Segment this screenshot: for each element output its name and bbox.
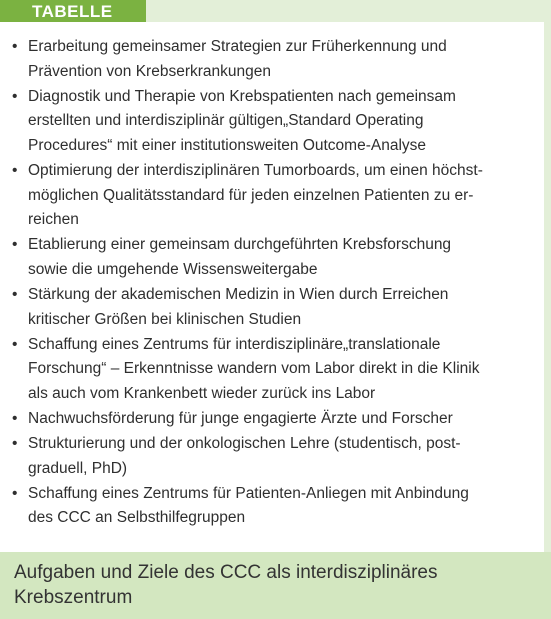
bullet-icon: • bbox=[12, 161, 18, 179]
list-item-line: kritischer Größen bei klinischen Studien bbox=[28, 310, 302, 328]
right-border bbox=[546, 22, 551, 552]
list-item-line: reichen bbox=[28, 211, 79, 229]
list-item bbox=[10, 432, 525, 481]
list-item bbox=[10, 85, 525, 159]
list-item-line: als auch vom Krankenbett wieder zurück ins Labor bbox=[28, 384, 376, 402]
bullet-icon: • bbox=[12, 435, 18, 452]
list-item-line: erstellten und interdisziplinär gültigen„Standard Operating bbox=[28, 112, 424, 130]
list-item-line: sowie die umgehende Wissensweitergabe bbox=[28, 260, 318, 278]
list-item bbox=[10, 35, 525, 84]
table-caption bbox=[0, 552, 551, 619]
list-item-line: Diagnostik und Therapie von Krebspatienten nach gemeinsam bbox=[28, 87, 456, 105]
caption-line: Krebszentrum bbox=[14, 587, 133, 608]
list-item-line: Procedures“ mit einer institutionsweiten Outcome-Analyse bbox=[28, 136, 427, 154]
bullet-icon: • bbox=[12, 87, 18, 105]
list-item-line: Schaffung eines Zentrums für interdisziplinäre„translationale bbox=[28, 335, 441, 353]
list-item-line: Optimierung der interdisziplinären Tumorboards, um einen höchst- bbox=[28, 161, 483, 179]
bullet-icon: • bbox=[12, 484, 18, 502]
caption-line: Aufgaben und Ziele des CCC als interdisziplinäres bbox=[14, 562, 438, 583]
list-item-line: des CCC an Selbsthilfegruppen bbox=[28, 509, 246, 527]
list-item-line: Stärkung der akademischen Medizin in Wien durch Erreichen bbox=[28, 285, 449, 303]
bullet-icon: • bbox=[12, 335, 18, 353]
list-item-line: möglichen Qualitätsstandard für jeden einzelnen Patienten zu er- bbox=[28, 186, 474, 204]
goals-list bbox=[10, 35, 525, 531]
list-item bbox=[10, 233, 525, 282]
list-item bbox=[10, 407, 525, 432]
list-item bbox=[10, 333, 525, 407]
list-item bbox=[10, 482, 525, 531]
list-item-line: Schaffung eines Zentrums für Patienten-Anliegen mit Anbindung bbox=[28, 484, 469, 502]
list-item-line: Prävention von Krebserkrankungen bbox=[28, 62, 271, 80]
list-item-line: Etablierung einer gemeinsam durchgeführten Krebsforschung bbox=[28, 236, 452, 254]
list-item-line: Forschung“ – Erkenntnisse wandern vom Labor direkt in die Klinik bbox=[28, 360, 480, 378]
table-tag: TABELLE bbox=[0, 0, 146, 24]
bullet-icon: • bbox=[12, 285, 18, 303]
list-item-line: Strukturierung und der onkologischen Lehre (studentisch, post- bbox=[28, 435, 461, 452]
list-item bbox=[10, 283, 525, 332]
list-item bbox=[10, 159, 525, 233]
list-item-line: Erarbeitung gemeinsamer Strategien zur Früherkennung und bbox=[28, 38, 447, 55]
bullet-icon: • bbox=[12, 236, 18, 254]
bullet-icon: • bbox=[12, 38, 18, 55]
content-box bbox=[0, 22, 546, 552]
list-item-line: Nachwuchsförderung für junge engagierte Ärzte und Forscher bbox=[28, 409, 453, 427]
list-item-line: graduell, PhD) bbox=[28, 459, 128, 477]
bullet-icon: • bbox=[12, 409, 18, 427]
